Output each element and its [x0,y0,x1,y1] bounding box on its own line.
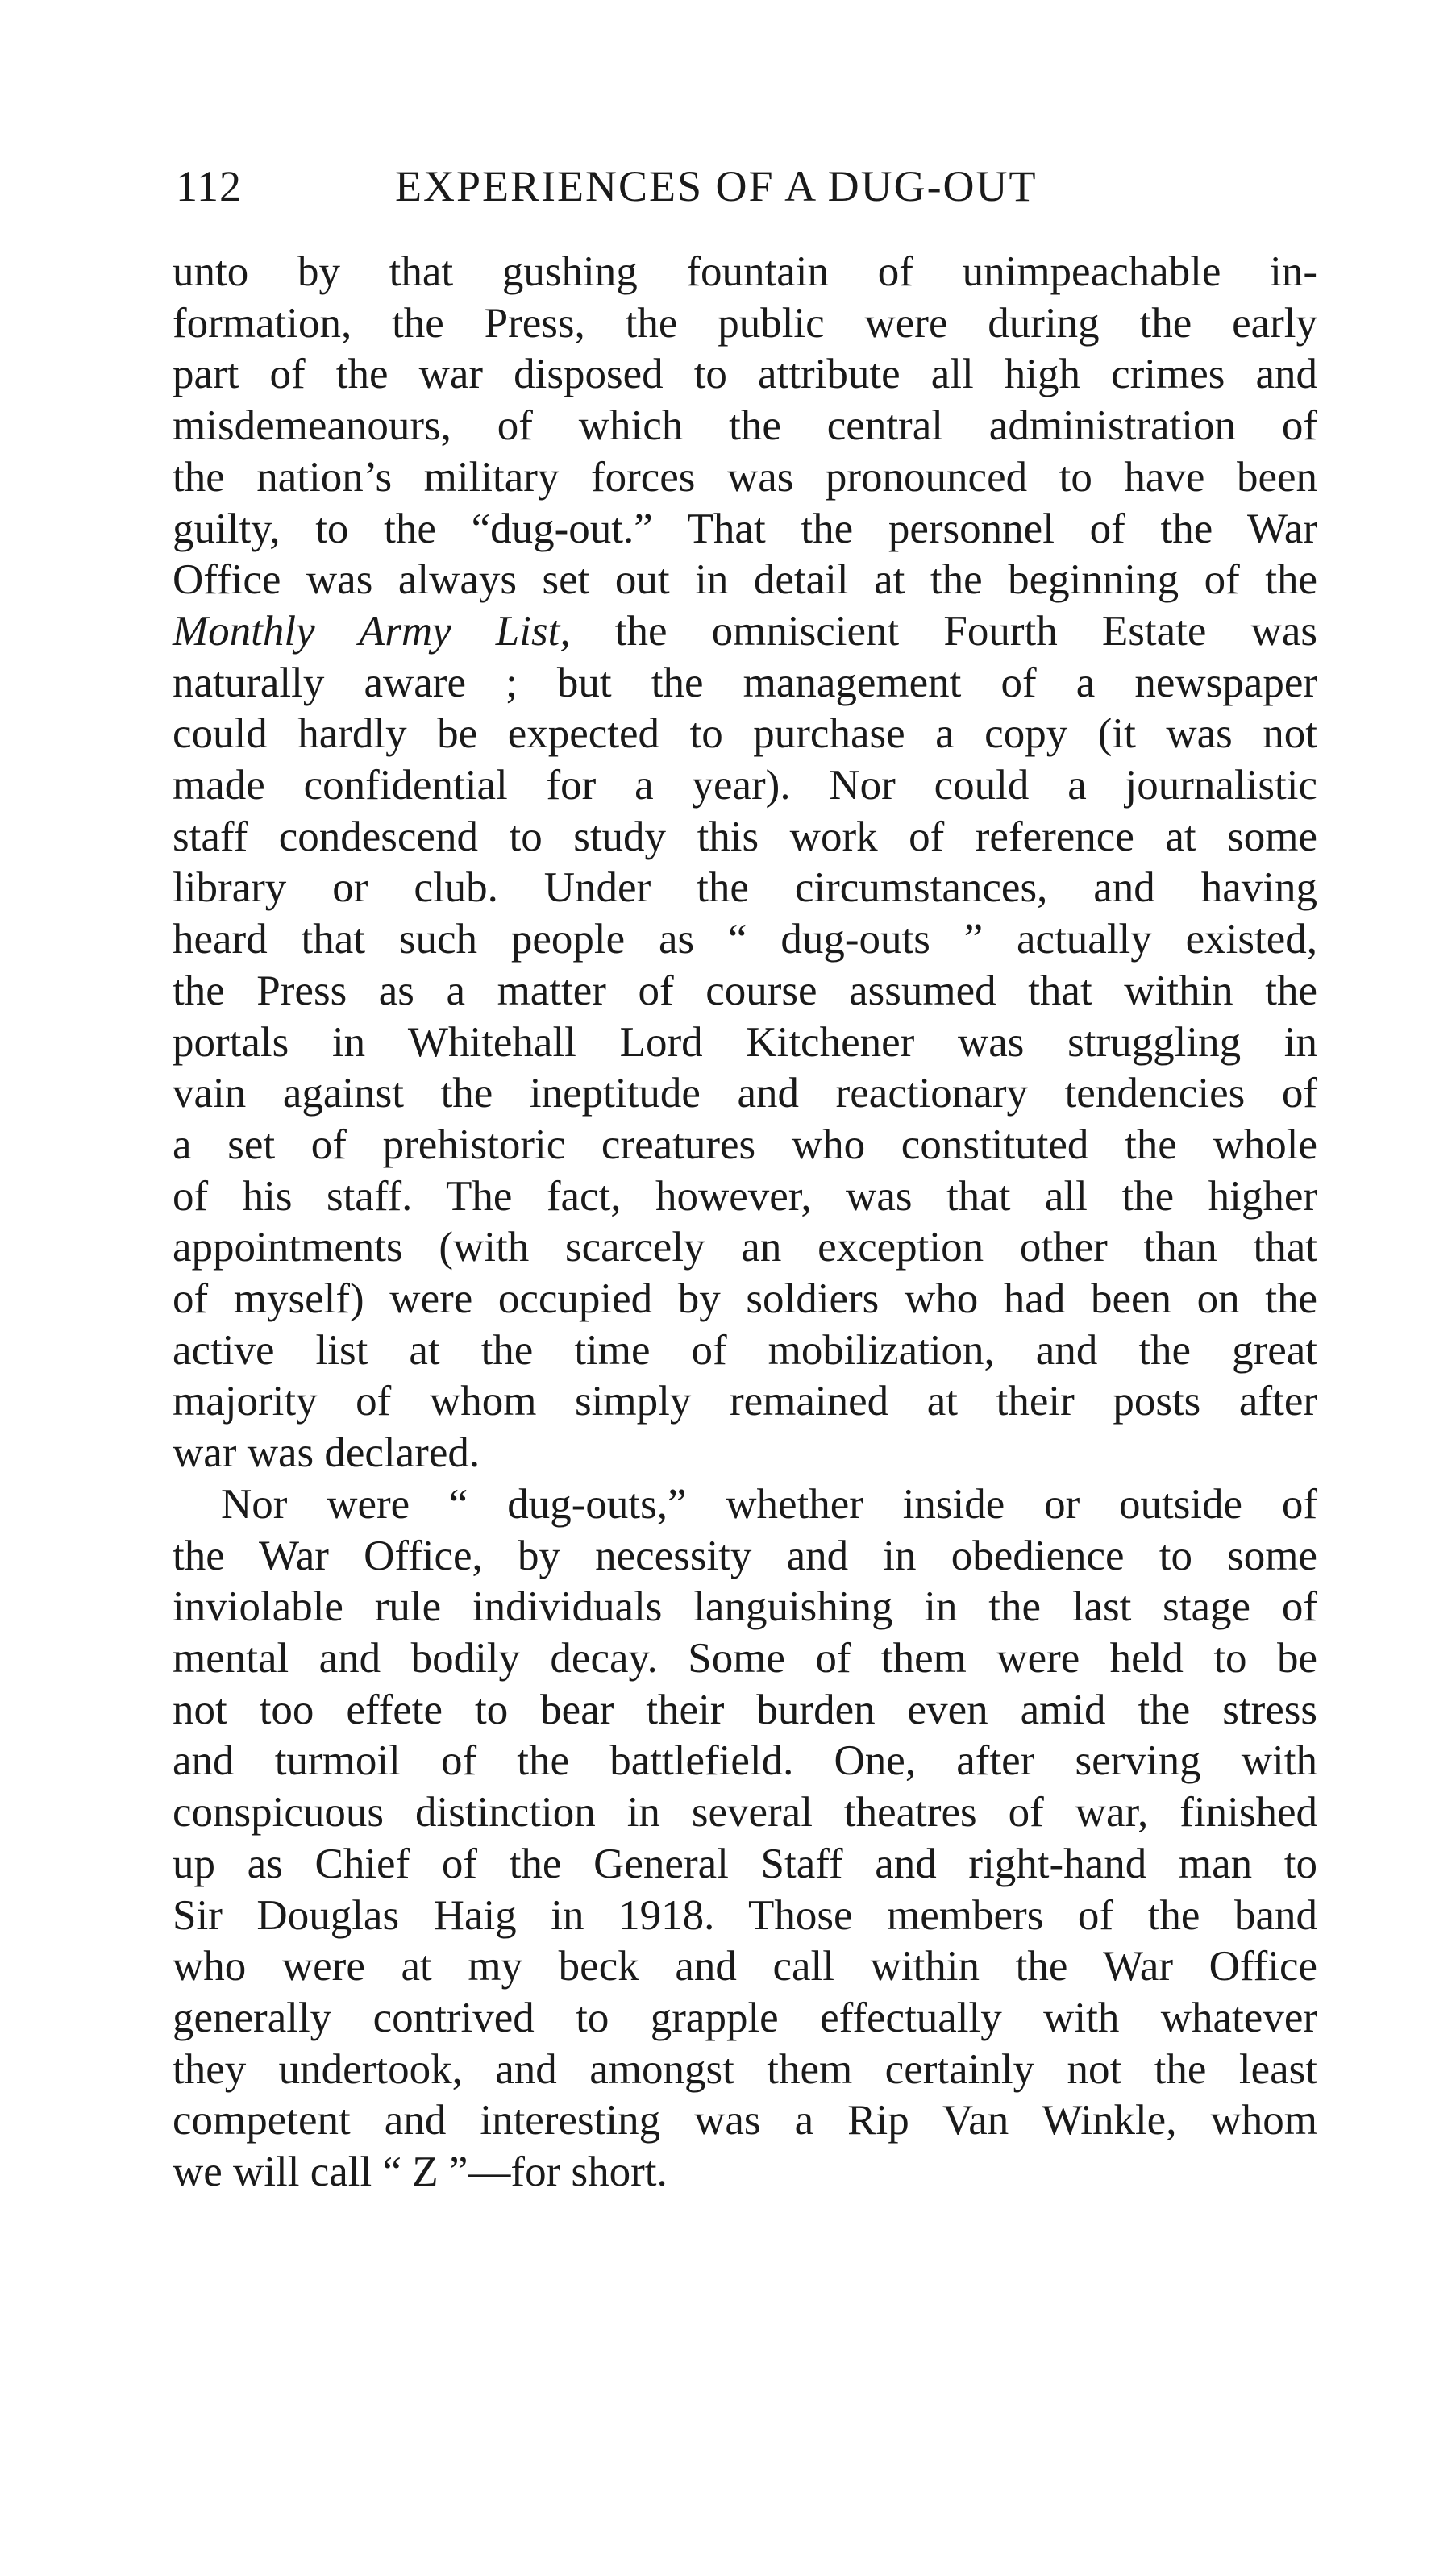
text-line: part of the war disposed to attribute all high crimes and [173,351,1317,398]
text-line: generally contrived to grapple effectually with whatever [173,1994,1317,2041]
text-line: conspicuous distinction in several theatres of war, finished [173,1789,1317,1836]
text-line: the War Office, by necessity and in obedience to some [173,1532,1317,1579]
text-line: unto by that gushing fountain of unimpeachable in- [173,248,1317,295]
text-line: could hardly be expected to purchase a copy (it was not [173,710,1317,758]
text-line [173,606,1317,658]
text-line: inviolable rule individuals languishing in the last stage of [173,1583,1317,1631]
body-text [173,247,1317,2198]
italic-title: Monthly Army List, [173,607,571,655]
running-head [176,161,1304,218]
text-line: heard that such people as “ dug-outs ” actually existed, [173,916,1317,963]
paragraph-1 [173,247,1317,1479]
text-line: of myself) were occupied by soldiers who had been on the [173,1275,1317,1323]
text-line: mental and bodily decay. Some of them were held to be [173,1634,1317,1682]
paragraph-2 [173,1479,1317,2198]
text-line: not too effete to bear their burden even amid the stress [173,1686,1317,1733]
text-line: vain against the ineptitude and reactionary tendencies of [173,1070,1317,1117]
text-line: they undertook, and amongst them certainly not the least [173,2045,1317,2093]
text-line: of his staff. The fact, however, was that all the higher [173,1172,1317,1220]
text-line: competent and interesting was a Rip Van Winkle, whom [173,2097,1317,2144]
text-line: naturally aware ; but the management of a newspaper [173,659,1317,706]
text-line: war was declared. [173,1429,480,1477]
text-line: library or club. Under the circumstances, and having [173,864,1317,912]
text-line: the Press as a matter of course assumed that within the [173,967,1317,1014]
text-line: formation, the Press, the public were during the early [173,299,1317,347]
page-number: 112 [176,162,242,210]
text-line: a set of prehistoric creatures who constituted the whole [173,1121,1317,1168]
text-line: portals in Whitehall Lord Kitchener was struggling in [173,1018,1317,1066]
text-line: majority of whom simply remained at their posts after [173,1378,1317,1425]
text-line: Nor were “ dug-outs,” whether inside or outside of [221,1480,1317,1528]
text-line: active list at the time of mobilization, and the great [173,1326,1317,1374]
text-line: staff condescend to study this work of reference at some [173,813,1317,860]
text-line: the nation’s military forces was pronounced to have been [173,453,1317,501]
text-line: and turmoil of the battlefield. One, after serving with [173,1737,1317,1785]
text-line: who were at my beck and call within the War Office [173,1943,1317,1990]
text-fragment: the omniscient Fourth Estate was [570,607,1317,655]
text-line: guilty, to the “dug-out.” That the personnel of the War [173,505,1317,552]
text-line: Office was always set out in detail at the beginning of the [173,556,1317,604]
text-line: Sir Douglas Haig in 1918. Those members of the band [173,1891,1317,1939]
text-line: up as Chief of the General Staff and right-hand man to [173,1840,1317,1887]
text-line: made confidential for a year). Nor could a journalistic [173,762,1317,809]
text-line: misdemeanours, of which the central administration of [173,402,1317,450]
text-line: appointments (with scarcely an exception other than that [173,1224,1317,1271]
running-title: EXPERIENCES OF A DUG-OUT [395,162,1038,210]
text-line: we will call “ Z ”—for short. [173,2148,668,2196]
